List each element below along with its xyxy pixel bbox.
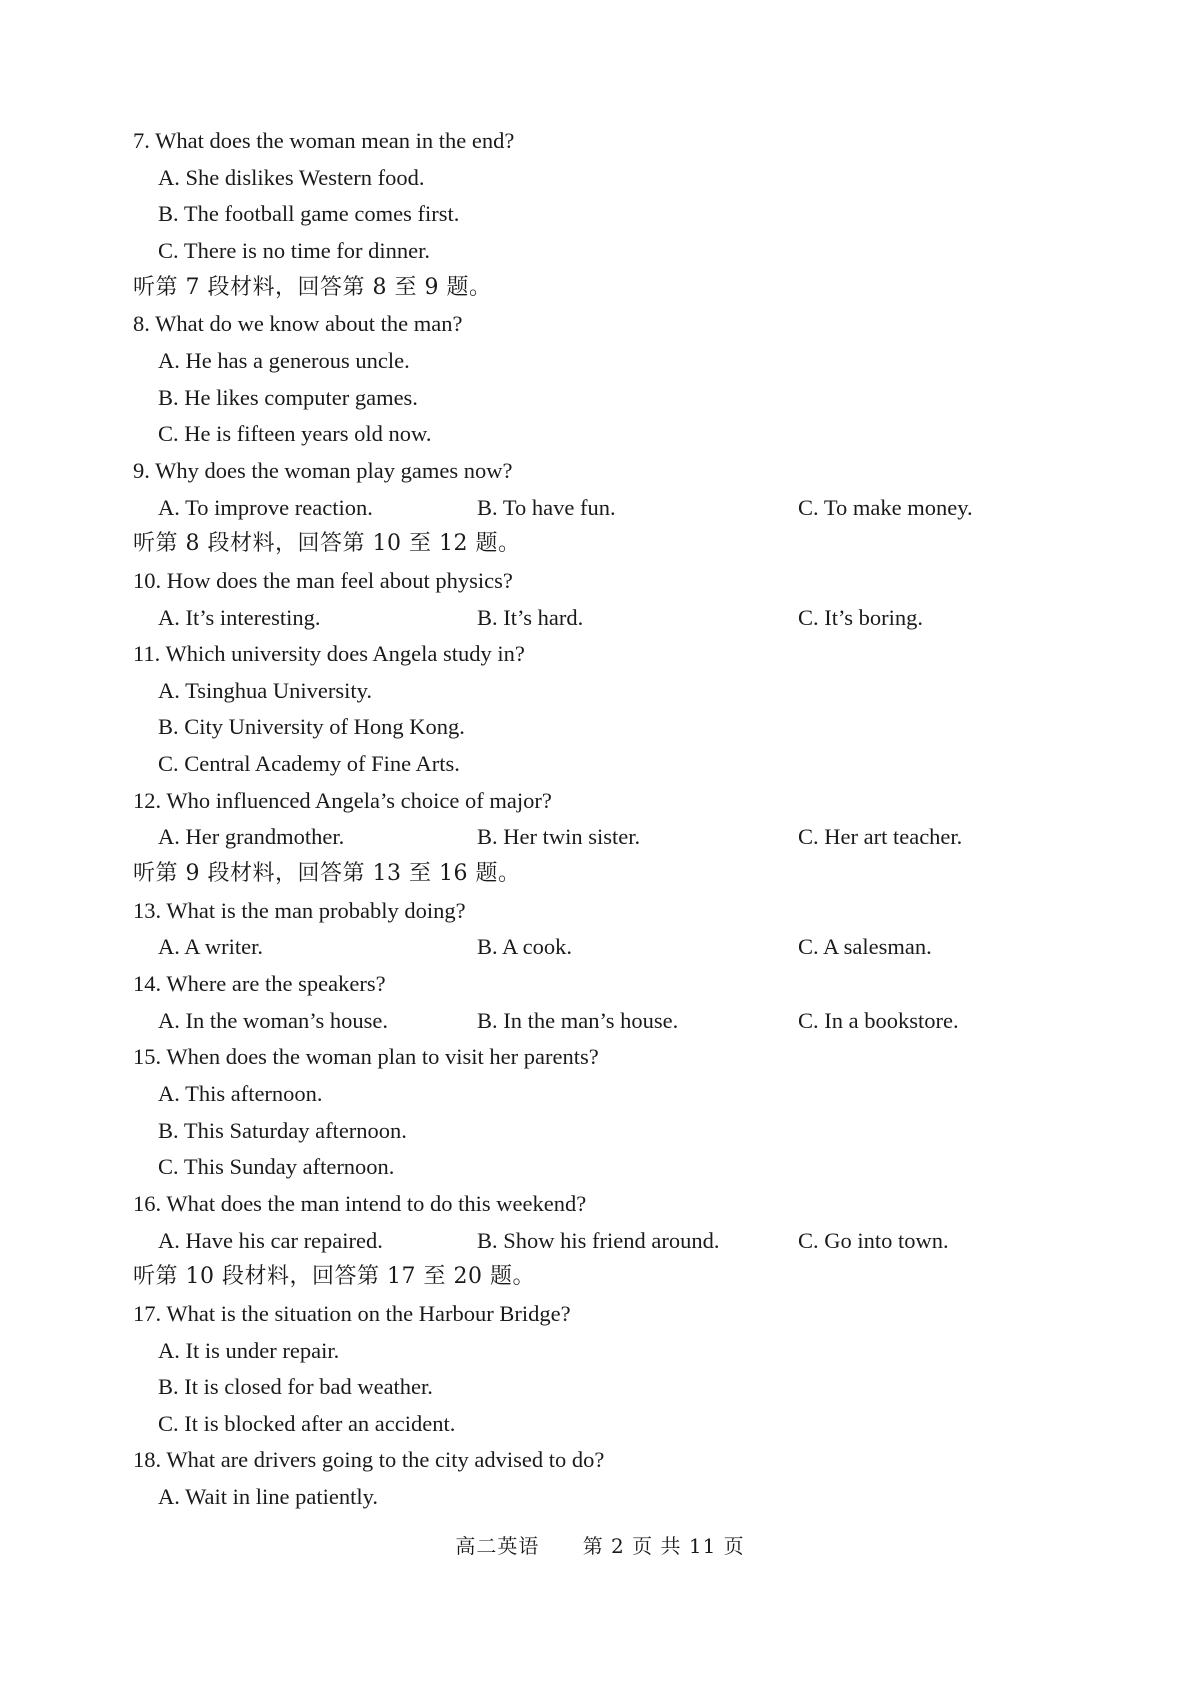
section-instruction: [0, 526, 1200, 562]
question-text: 14. Where are the speakers?: [133, 970, 386, 996]
answer-option: A. Have his car repaired.: [158, 1227, 383, 1253]
answer-option: A. He has a generous uncle.: [158, 347, 410, 373]
answer-option: A. A writer.: [158, 934, 263, 960]
section-instruction-text: 听第 8 段材料，回答第 10 至 12 题。: [133, 531, 521, 557]
answer-options: [0, 819, 1200, 855]
question: [0, 893, 1200, 929]
answer-option: A. This afternoon.: [158, 1080, 323, 1106]
question: [0, 563, 1200, 599]
question-text: 9. Why does the woman play games now?: [133, 457, 513, 483]
answer-option: C. Go into town.: [798, 1227, 949, 1253]
answer-options: [0, 1113, 1200, 1149]
answer-option: C. It’s boring.: [798, 604, 924, 630]
question: [0, 966, 1200, 1002]
section-instruction-text: 听第 9 段材料，回答第 13 至 16 题。: [133, 861, 521, 886]
answer-option: B. To have fun.: [477, 494, 616, 520]
question: [0, 636, 1200, 672]
answer-options: [0, 1479, 1200, 1515]
answer-option: C. In a bookstore.: [798, 1007, 959, 1033]
section-instruction-text: 听第 7 段材料，回答第 8 至 9 题。: [133, 274, 492, 300]
answer-options: [0, 1369, 1200, 1405]
answer-options: [0, 673, 1200, 709]
answer-option: C. Her art teacher.: [798, 824, 963, 850]
question-text: 16. What does the man intend to do this weekend?: [133, 1190, 587, 1216]
answer-options: [0, 380, 1200, 416]
question: [0, 123, 1200, 159]
question-text: 10. How does the man feel about physics?: [133, 567, 513, 593]
answer-option: B. It is closed for bad weather.: [158, 1374, 433, 1400]
section-instruction: [0, 270, 1200, 306]
section-instruction-text: 听第 10 段材料，回答第 17 至 20 题。: [133, 1264, 535, 1290]
answer-options: [0, 1003, 1200, 1039]
question: [0, 1296, 1200, 1332]
question-text: 17. What is the situation on the Harbour Bridge?: [133, 1300, 571, 1326]
answer-option: A. It is under repair.: [158, 1337, 340, 1363]
answer-option: A. Her grandmother.: [158, 824, 345, 850]
answer-options: [0, 746, 1200, 782]
answer-options: [0, 1333, 1200, 1369]
answer-options: [0, 196, 1200, 232]
answer-options: [0, 1149, 1200, 1185]
section-instruction: [0, 1259, 1200, 1295]
question: [0, 1186, 1200, 1222]
question-text: 12. Who influenced Angela’s choice of major?: [133, 787, 552, 813]
answer-options: [0, 709, 1200, 745]
answer-option: C. He is fifteen years old now.: [158, 421, 432, 447]
answer-option: B. This Saturday afternoon.: [158, 1117, 407, 1143]
answer-options: [0, 1223, 1200, 1259]
answer-option: B. In the man’s house.: [477, 1007, 679, 1033]
answer-option: C. A salesman.: [798, 934, 932, 960]
question: [0, 1039, 1200, 1075]
answer-options: [0, 233, 1200, 269]
question-text: 13. What is the man probably doing?: [133, 897, 466, 923]
answer-options: [0, 416, 1200, 452]
answer-option: C. There is no time for dinner.: [158, 237, 431, 263]
answer-options: [0, 343, 1200, 379]
answer-option: A. In the woman’s house.: [158, 1007, 388, 1033]
answer-option: B. The football game comes first.: [158, 201, 460, 227]
question: [0, 783, 1200, 819]
footer-subject: 高二英语: [455, 1534, 540, 1558]
question-text: 18. What are drivers going to the city advised to do?: [133, 1447, 605, 1473]
question-text: 15. When does the woman plan to visit her parents?: [133, 1044, 599, 1070]
answer-options: [0, 929, 1200, 965]
answer-option: B. He likes computer games.: [158, 384, 418, 410]
answer-option: B. Her twin sister.: [477, 824, 641, 850]
question: [0, 306, 1200, 342]
answer-option: B. It’s hard.: [477, 604, 584, 630]
answer-option: C. Central Academy of Fine Arts.: [158, 751, 460, 776]
question-text: 11. Which university does Angela study in?: [133, 641, 525, 667]
answer-option: C. To make money.: [798, 494, 973, 520]
answer-options: [0, 600, 1200, 636]
footer-page-number: 第 2 页 共 11 页: [582, 1534, 745, 1558]
answer-options: [0, 1076, 1200, 1112]
answer-option: C. This Sunday afternoon.: [158, 1154, 395, 1180]
question: [0, 453, 1200, 489]
section-instruction: [0, 856, 1200, 892]
answer-options: [0, 490, 1200, 526]
page-footer: [0, 1530, 1200, 1559]
answer-option: A. She dislikes Western food.: [158, 164, 425, 190]
answer-option: B. A cook.: [477, 934, 573, 960]
answer-option: C. It is blocked after an accident.: [158, 1410, 456, 1436]
answer-options: [0, 160, 1200, 196]
answer-option: B. Show his friend around.: [477, 1227, 720, 1253]
answer-options: [0, 1406, 1200, 1442]
question: [0, 1442, 1200, 1478]
answer-option: A. It’s interesting.: [158, 604, 321, 630]
question-text: 8. What do we know about the man?: [133, 311, 463, 337]
answer-option: A. To improve reaction.: [158, 494, 373, 520]
answer-option: B. City University of Hong Kong.: [158, 714, 465, 740]
question-text: 7. What does the woman mean in the end?: [133, 128, 515, 153]
answer-option: A. Wait in line patiently.: [158, 1484, 379, 1509]
answer-option: A. Tsinghua University.: [158, 677, 373, 703]
